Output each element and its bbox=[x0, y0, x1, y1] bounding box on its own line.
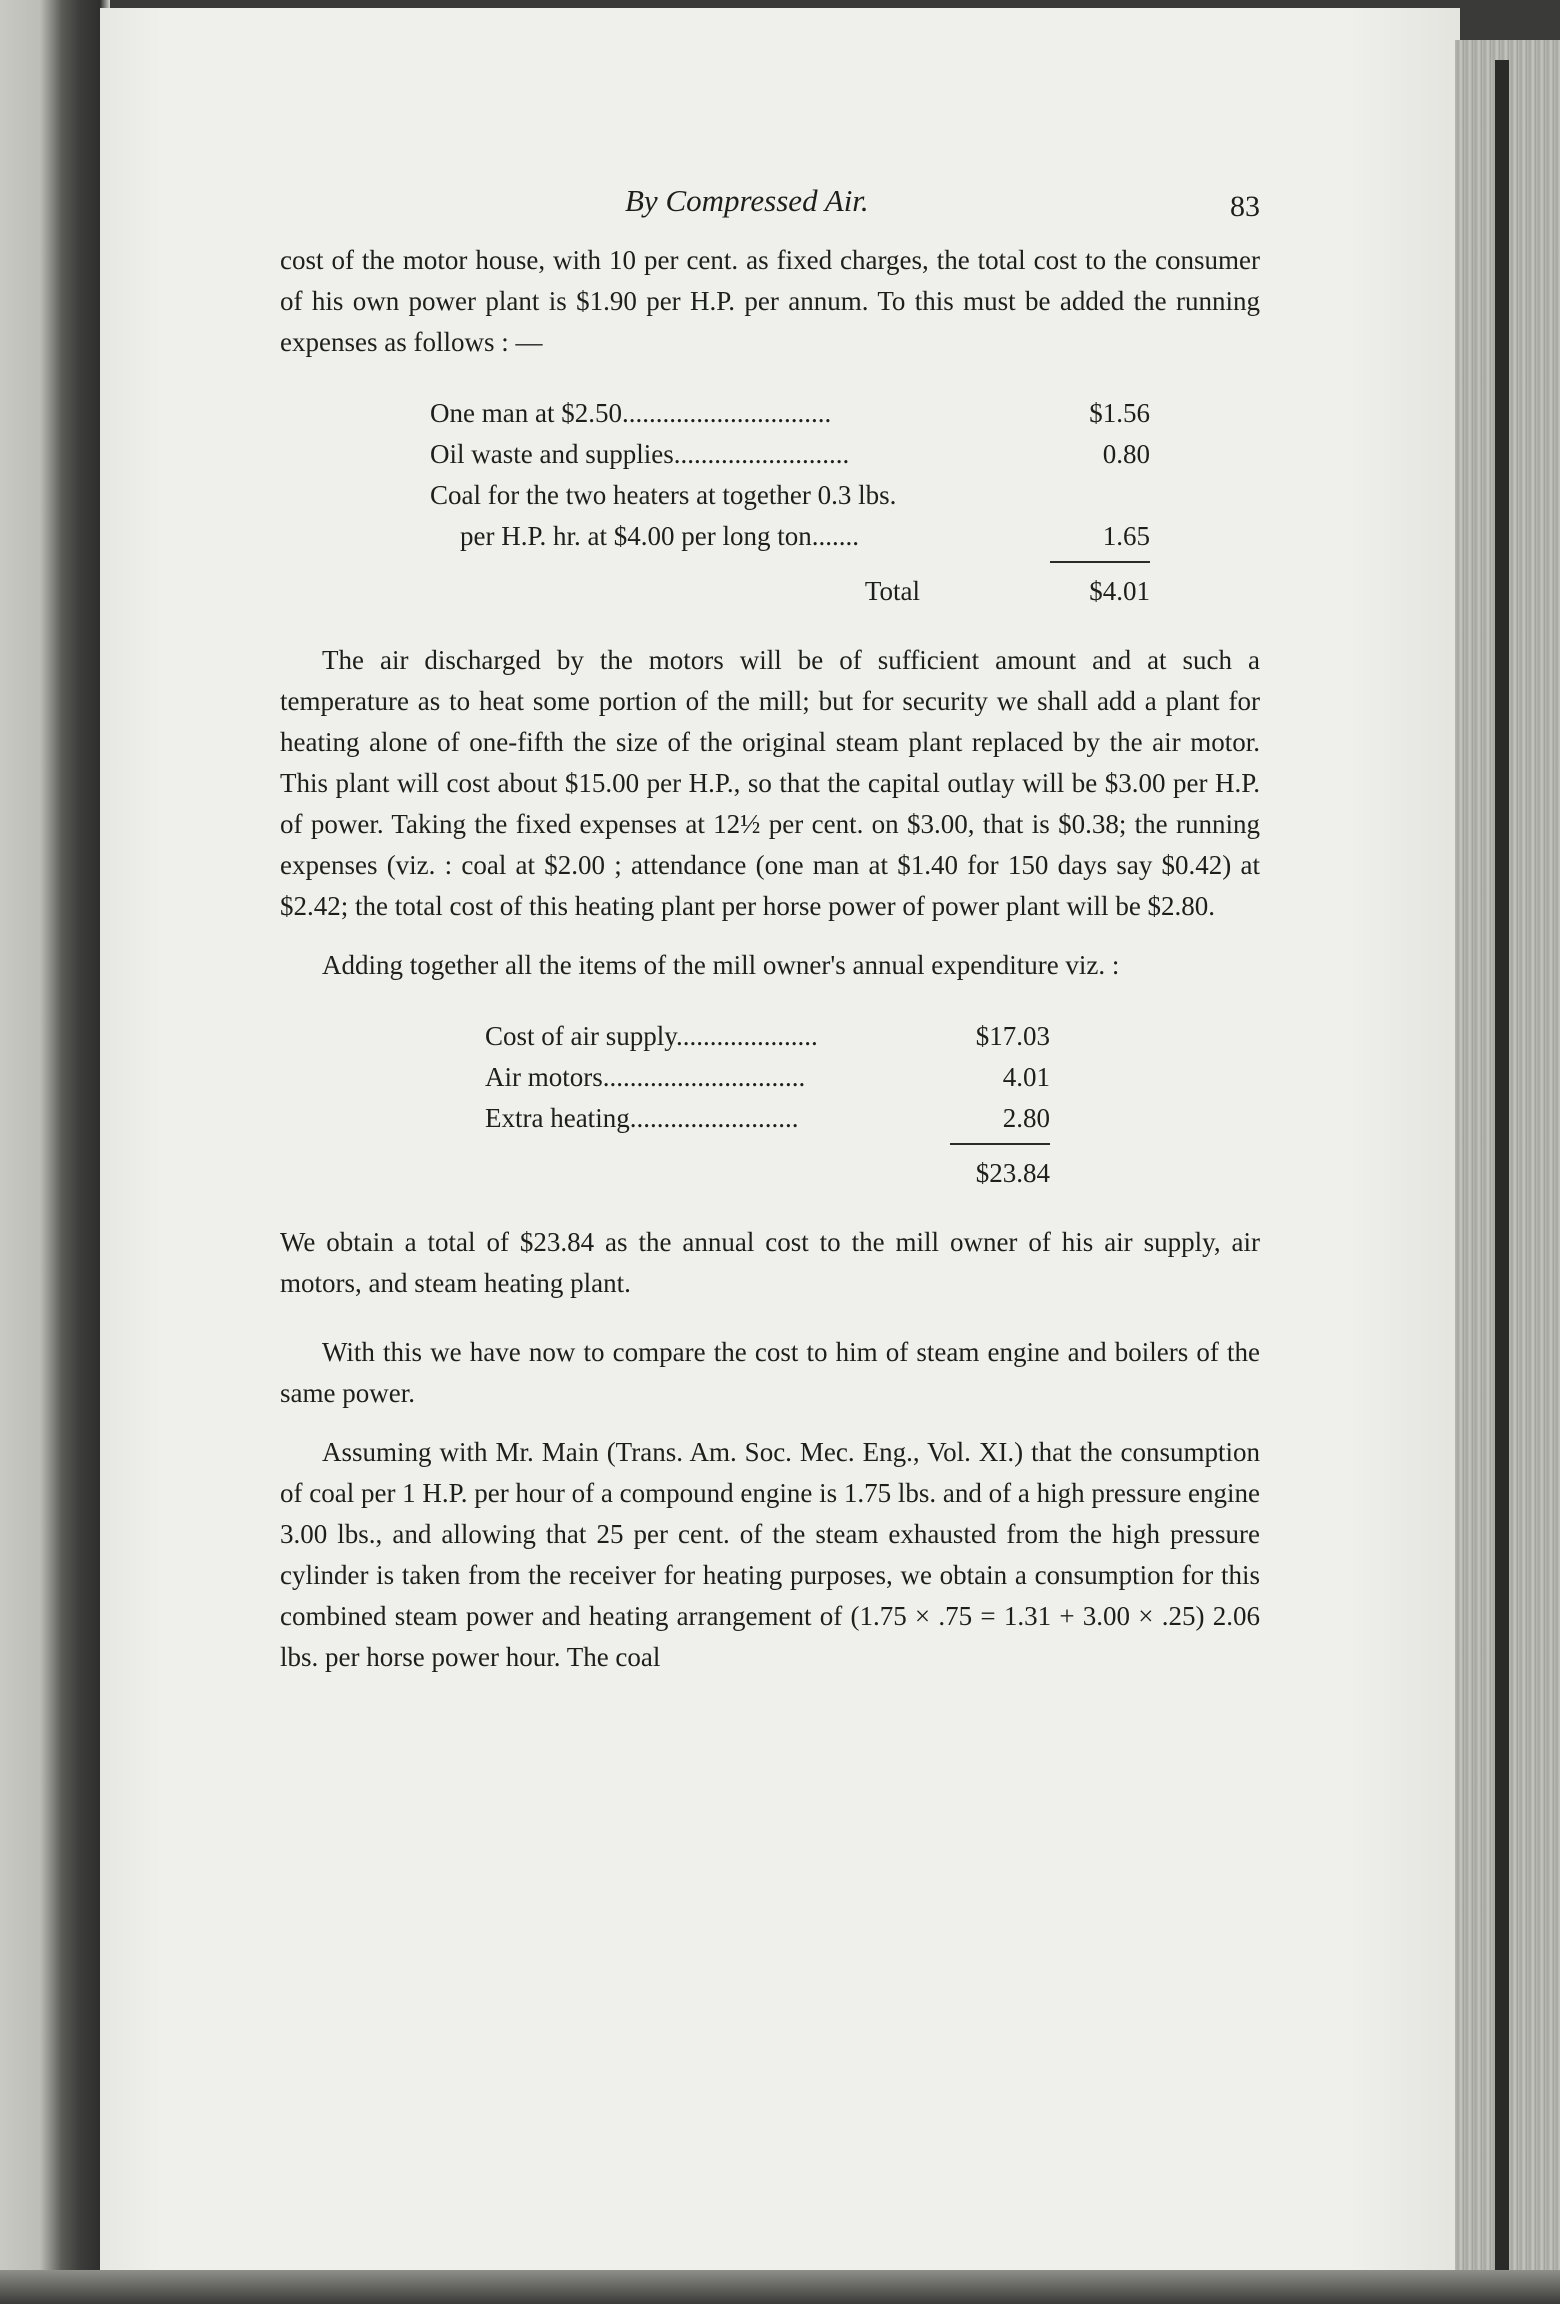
expense-label: per H.P. hr. at $4.00 per long ton....... bbox=[460, 521, 859, 551]
expense-label: One man at $2.50............................... bbox=[430, 398, 832, 428]
paragraph-3: Adding together all the items of the mill owner's annual expenditure viz. : bbox=[322, 950, 1120, 980]
page-edge-shadow bbox=[1495, 60, 1509, 2304]
sum-rule bbox=[950, 1143, 1050, 1145]
expenditure-total-row bbox=[485, 1153, 1050, 1194]
expenditure-amount: 4.01 bbox=[1002, 1062, 1050, 1092]
expenditure-amount: $17.03 bbox=[975, 1021, 1050, 1051]
expense-label: Oil waste and supplies.......................... bbox=[430, 439, 850, 469]
expenditure-label: Air motors.............................. bbox=[485, 1062, 806, 1092]
expense-total-row bbox=[430, 571, 1150, 612]
page-number: 83 bbox=[1230, 190, 1260, 223]
total-amount: $4.01 bbox=[1089, 576, 1150, 606]
expenditure-label: Cost of air supply..................... bbox=[485, 1021, 818, 1051]
expense-amount: 0.80 bbox=[1102, 439, 1150, 469]
expense-row bbox=[430, 434, 1150, 475]
paragraph-5: With this we have now to compare the cost to him of steam engine and boilers of the same power. bbox=[280, 1337, 1260, 1408]
paragraph-6: Assuming with Mr. Main (Trans. Am. Soc. Mec. Eng., Vol. XI.) that the consumption of coal per 1 H.P. per hour of a compound engine is 1.75 lbs. and of a high pressure engine 3.00 lbs., and allowing that 25 per cent. of the steam exhausted from the high pressure cylinder is taken from the receiver for heating purposes, we obtain a consumption for this combined steam power and heating arrangement of (1.75 × .75 = 1.31 + 3.00 × .25) 2.06 lbs. per horse power hour. The coal bbox=[280, 1437, 1261, 1672]
expenditure-amount: 2.80 bbox=[1002, 1103, 1050, 1133]
page-content bbox=[280, 180, 1260, 1678]
paragraph-4: We obtain a total of $23.84 as the annual cost to the mill owner of his air supply, air motors, and steam heating plant. bbox=[280, 1227, 1260, 1298]
expenditure-row bbox=[485, 1057, 1050, 1098]
expense-label: Coal for the two heaters at together 0.3 lbs. bbox=[430, 480, 897, 510]
sum-rule bbox=[1050, 561, 1150, 563]
expenditure-row bbox=[485, 1016, 1050, 1057]
expenditure-row bbox=[485, 1098, 1050, 1139]
book-gutter-shadow bbox=[0, 0, 110, 2304]
expenditure-label: Extra heating......................... bbox=[485, 1103, 799, 1133]
expense-row bbox=[430, 475, 1150, 516]
running-expenses-table bbox=[430, 393, 1150, 612]
sum-rule-row bbox=[485, 1139, 1050, 1153]
expense-amount: 1.65 bbox=[1102, 521, 1150, 551]
total-amount: $23.84 bbox=[975, 1158, 1050, 1188]
sum-rule-row bbox=[430, 557, 1150, 571]
expense-row bbox=[430, 516, 1150, 557]
expense-amount: $1.56 bbox=[1089, 398, 1150, 428]
expense-row bbox=[430, 393, 1150, 434]
annual-expenditure-table bbox=[485, 1016, 1050, 1194]
bottom-shadow bbox=[0, 2270, 1560, 2304]
total-label: Total bbox=[864, 576, 920, 606]
page-header bbox=[280, 180, 1260, 240]
paragraph-1: cost of the motor house, with 10 per cent. as fixed charges, the total cost to the consumer of his own power plant is $1.90 per H.P. per annum. To this must be added the running expenses as follows : — bbox=[280, 245, 1260, 357]
paragraph-2: The air discharged by the motors will be of sufficient amount and at such a temperature as to heat some portion of the mill; but for security we shall add a plant for heating alone of one-fifth the size of the original steam plant replaced by the air motor. This plant will cost about $15.00 per H.P., so that the capital outlay will be $3.00 per H.P. of power. Taking the fixed expenses at 12½ per cent. on $3.00, that is $0.38; the running expenses (viz. : coal at $2.00 ; attendance (one man at $1.40 for 150 days say $0.42) at $2.42; the total cost of this heating plant per horse power of power plant will be $2.80. bbox=[280, 645, 1260, 921]
running-title: By Compressed Air. bbox=[625, 183, 869, 218]
